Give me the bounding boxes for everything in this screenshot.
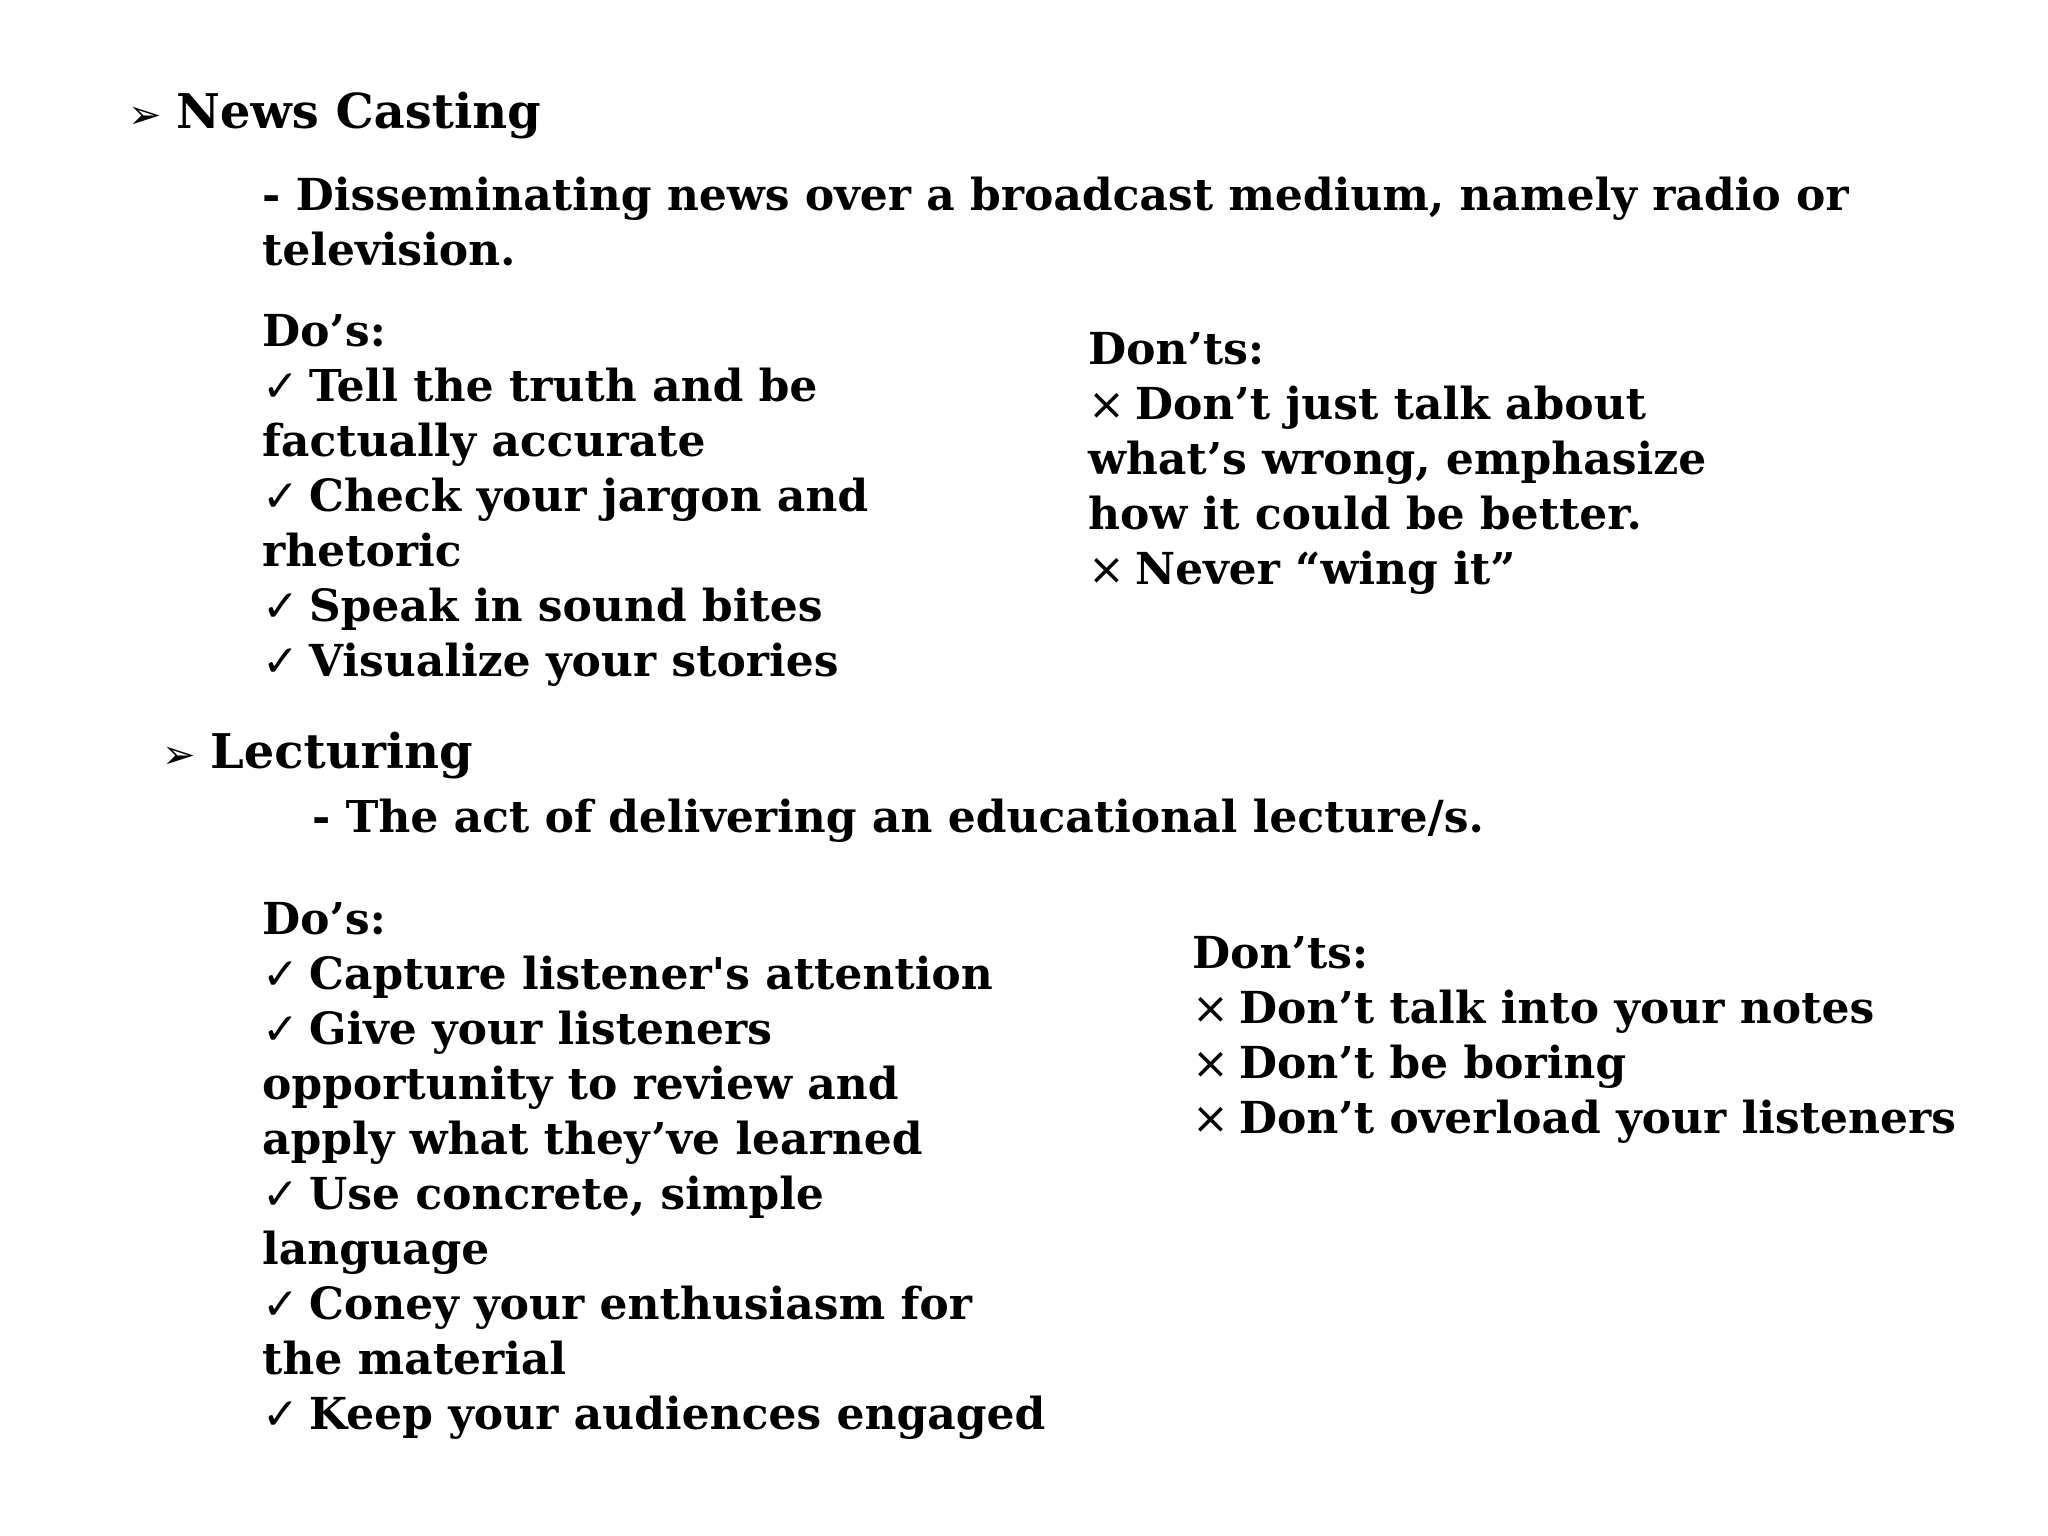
checkmark-icon: ✓ [262,361,299,412]
lecturing-description: - The act of delivering an educational lecture/s. [312,792,1484,843]
news-casting-donts-list [1088,322,1768,597]
news-casting-heading [128,84,541,143]
news-casting-dos-list [262,304,902,689]
cross-icon: × [1088,379,1125,430]
checkmark-icon: ✓ [262,949,299,1000]
arrow-bullet-icon: ➢ [162,732,196,778]
arrow-bullet-icon: ➢ [128,92,162,138]
checkmark-icon: ✓ [262,1389,299,1440]
list-item: ✓ Check your jargon and rhetoric [262,471,869,577]
lecturing-donts-list [1192,926,2012,1146]
list-item: ✓ Give your listeners opportunity to review and apply what they’ve learned [262,1004,923,1165]
checkmark-icon: ✓ [262,1279,299,1330]
list-item: ✓ Keep your audiences engaged [262,1389,1046,1440]
lecturing-title: Lecturing [210,724,473,780]
cross-icon: × [1088,544,1125,595]
checkmark-icon: ✓ [262,1004,299,1055]
dos-title: Do’s: [262,306,386,357]
donts-title: Don’ts: [1192,928,1369,979]
news-casting-description: - Disseminating news over a broadcast medium, namely radio or television. [262,170,1849,276]
list-item: × Never “wing it” [1088,544,1516,595]
list-item: ✓ Tell the truth and be factually accurate [262,361,818,467]
lecturing-dos-list [262,892,1062,1442]
list-item: × Don’t talk into your notes [1192,983,1875,1034]
donts-title: Don’ts: [1088,324,1265,375]
list-item: ✓ Coney your enthusiasm for the material [262,1279,972,1385]
list-item: ✓ Speak in sound bites [262,581,823,632]
list-item: × Don’t overload your listeners [1192,1093,1956,1144]
list-item: ✓ Visualize your stories [262,636,839,687]
cross-icon: × [1192,1038,1229,1089]
list-item: × Don’t just talk about what’s wrong, emphasize how it could be better. [1088,379,1707,540]
list-item: ✓ Capture listener's attention [262,949,993,1000]
checkmark-icon: ✓ [262,471,299,522]
checkmark-icon: ✓ [262,1169,299,1220]
news-casting-title: News Casting [176,84,541,140]
list-item: ✓ Use concrete, simple language [262,1169,824,1275]
dos-title: Do’s: [262,894,386,945]
checkmark-icon: ✓ [262,636,299,687]
cross-icon: × [1192,983,1229,1034]
lecturing-heading [162,724,473,783]
cross-icon: × [1192,1093,1229,1144]
list-item: × Don’t be boring [1192,1038,1627,1089]
checkmark-icon: ✓ [262,581,299,632]
